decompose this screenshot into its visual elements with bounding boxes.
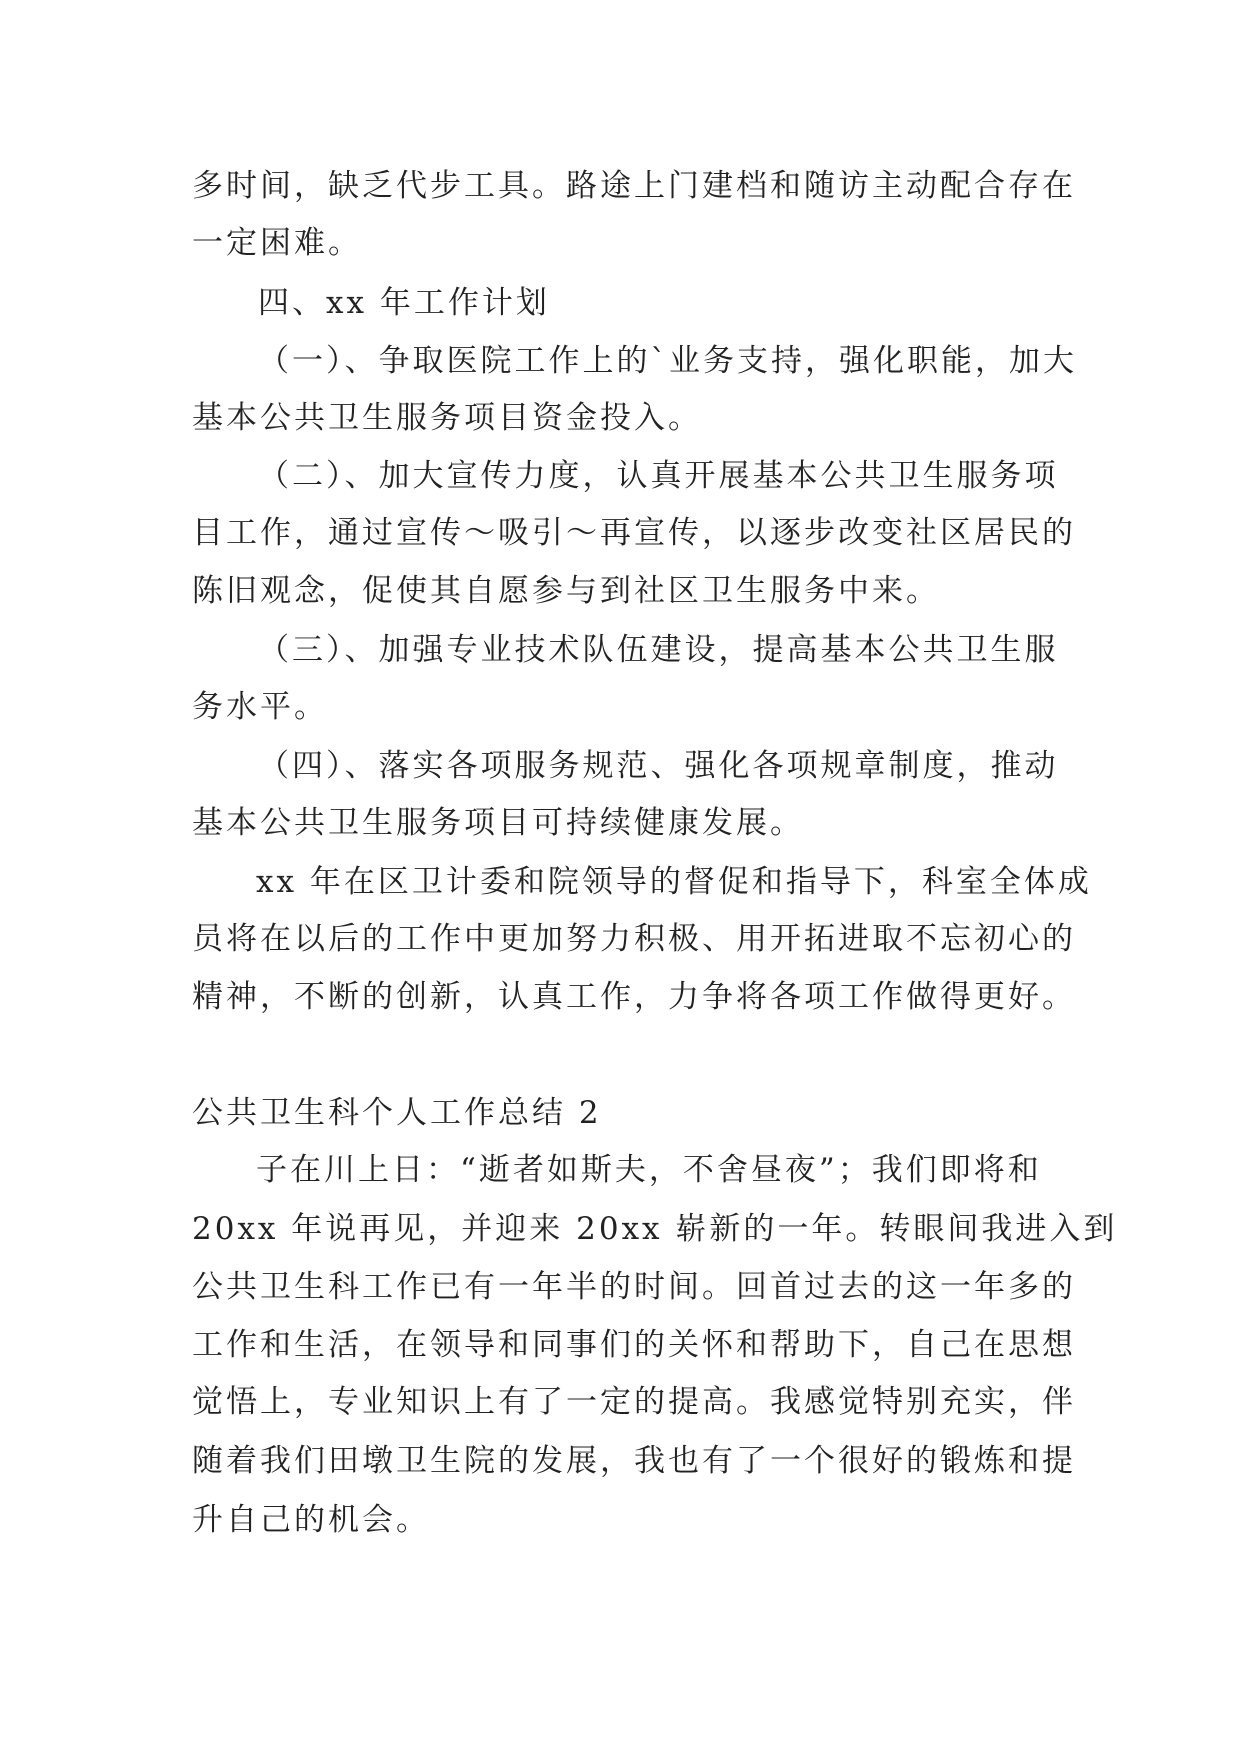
body-text-line: 基本公共卫生服务项目可持续健康发展。 [192,805,804,841]
body-text-line: 20xx 年说再见，并迎来 20xx 崭新的一年。转眼间我进入到 [192,1211,1118,1247]
body-text-line: 公共卫生科工作已有一年半的时间。回首过去的这一年多的 [192,1269,1076,1305]
body-text-line: （二）、加大宣传力度，认真开展基本公共卫生服务项 [258,458,1059,494]
body-text-line: 升自己的机会。 [192,1502,430,1538]
body-text-line: 工作和生活，在领导和同事们的关怀和帮助下，自己在思想 [192,1327,1076,1363]
article-title: 公共卫生科个人工作总结 2 [192,1095,602,1131]
body-text-line: 陈旧观念，促使其自愿参与到社区卫生服务中来。 [192,573,940,609]
body-text-line: 务水平。 [192,689,328,725]
body-text-line: 基本公共卫生服务项目资金投入。 [192,400,702,436]
body-text-line: 员将在以后的工作中更加努力积极、用开拓进取不忘初心的 [192,921,1076,957]
body-text-line: 随着我们田墩卫生院的发展，我也有了一个很好的锻炼和提 [192,1443,1076,1479]
body-text-line: 目工作，通过宣传～吸引～再宣传，以逐步改变社区居民的 [192,515,1076,551]
body-text-line: 一定困难。 [192,225,362,261]
body-text-line: （一）、争取医院工作上的`业务支持，强化职能，加大 [258,343,1077,379]
body-text-line: 子在川上日：“逝者如斯夫，不舍昼夜”；我们即将和 [256,1152,1042,1188]
body-text-line: （四）、落实各项服务规范、强化各项规章制度，推动 [258,748,1059,784]
body-text-line: （三）、加强专业技术队伍建设，提高基本公共卫生服 [258,632,1059,668]
body-text-line: 觉悟上，专业知识上有了一定的提高。我感觉特别充实，伴 [192,1384,1076,1420]
body-text-line: 精神，不断的创新，认真工作，力争将各项工作做得更好。 [192,979,1076,1015]
section-heading: 四、xx 年工作计划 [258,285,550,321]
body-text-line: 多时间，缺乏代步工具。路途上门建档和随访主动配合存在 [192,168,1076,204]
body-text-line: xx 年在区卫计委和院领导的督促和指导下，科室全体成 [256,864,1092,900]
